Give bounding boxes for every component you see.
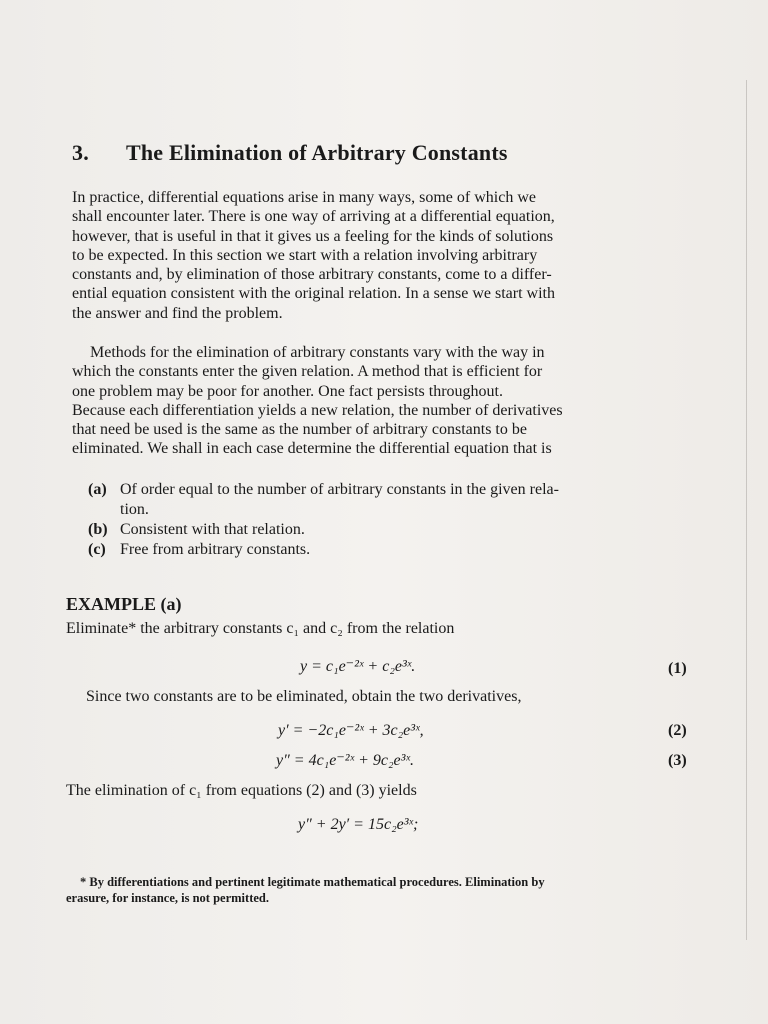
list-marker: (a) bbox=[88, 481, 107, 498]
para1-line: however, that is useful in that it gives us a feeling for the kinds of solutions bbox=[72, 227, 554, 245]
list-item bbox=[88, 480, 698, 520]
section-number: 3. bbox=[72, 140, 89, 165]
section-heading bbox=[72, 140, 508, 166]
equation-2-number: (2) bbox=[668, 722, 687, 739]
footnote-line: * By differentiations and pertinent legitimate mathematical procedures. Elimination by bbox=[80, 875, 545, 889]
equation-1: y = c₁e⁻²ˣ + c₂e³ˣ. bbox=[300, 658, 416, 675]
para2-line: Because each differentiation yields a new relation, the number of derivatives bbox=[72, 401, 563, 419]
para2-line: eliminated. We shall in each case determine the differential equation that is bbox=[72, 440, 552, 458]
para1-line: to be expected. In this section we start with a relation involving arbitrary bbox=[72, 246, 538, 264]
para2-line: one problem may be poor for another. One fact persists throughout. bbox=[72, 382, 503, 400]
list-marker: (b) bbox=[88, 521, 108, 538]
footnote-line: erasure, for instance, is not permitted. bbox=[66, 891, 269, 905]
list-item-text: Of order equal to the number of arbitrary constants in the given rela- bbox=[120, 481, 559, 498]
paragraph-intro bbox=[72, 188, 692, 323]
example-since: Since two constants are to be eliminated, obtain the two derivatives, bbox=[86, 688, 522, 705]
condition-list bbox=[88, 480, 698, 560]
list-item bbox=[88, 520, 698, 540]
para2-line: that need be used is the same as the number of arbitrary constants to be bbox=[72, 421, 527, 439]
equation-3-number: (3) bbox=[668, 752, 687, 769]
paragraph-methods bbox=[72, 343, 692, 459]
equation-3: y″ = 4c₁e⁻²ˣ + 9c₂e³ˣ. bbox=[276, 752, 414, 769]
equation-2: y′ = −2c₁e⁻²ˣ + 3c₂e³ˣ, bbox=[278, 722, 424, 739]
section-title: The Elimination of Arbitrary Constants bbox=[126, 140, 508, 165]
list-marker: (c) bbox=[88, 541, 106, 558]
equation-4: y″ + 2y′ = 15c₂e³ˣ; bbox=[298, 816, 419, 833]
para1-line: the answer and find the problem. bbox=[72, 304, 283, 322]
list-item-text: Free from arbitrary constants. bbox=[120, 541, 311, 558]
para2-line: which the constants enter the given relation. A method that is efficient for bbox=[72, 363, 543, 381]
para1-line: In practice, differential equations arise in many ways, some of which we bbox=[72, 189, 536, 206]
example-intro: Eliminate* the arbitrary constants c₁ and c₂ from the relation bbox=[66, 620, 455, 637]
example-elimination: The elimination of c₁ from equations (2) and (3) yields bbox=[66, 782, 417, 799]
list-item-text: Consistent with that relation. bbox=[120, 521, 305, 538]
list-item bbox=[88, 540, 698, 560]
para1-line: ential equation consistent with the original relation. In a sense we start with bbox=[72, 285, 555, 303]
para1-line: shall encounter later. There is one way of arriving at a differential equation, bbox=[72, 208, 555, 226]
example-title: EXAMPLE (a) bbox=[66, 594, 182, 614]
equation-1-number: (1) bbox=[668, 660, 687, 677]
para2-line: Methods for the elimination of arbitrary constants vary with the way in bbox=[90, 344, 545, 361]
footnote bbox=[66, 874, 690, 906]
list-item-continuation: tion. bbox=[120, 501, 149, 518]
page-edge-shadow bbox=[746, 80, 747, 940]
para1-line: constants and, by elimination of those arbitrary constants, come to a differ- bbox=[72, 266, 552, 284]
